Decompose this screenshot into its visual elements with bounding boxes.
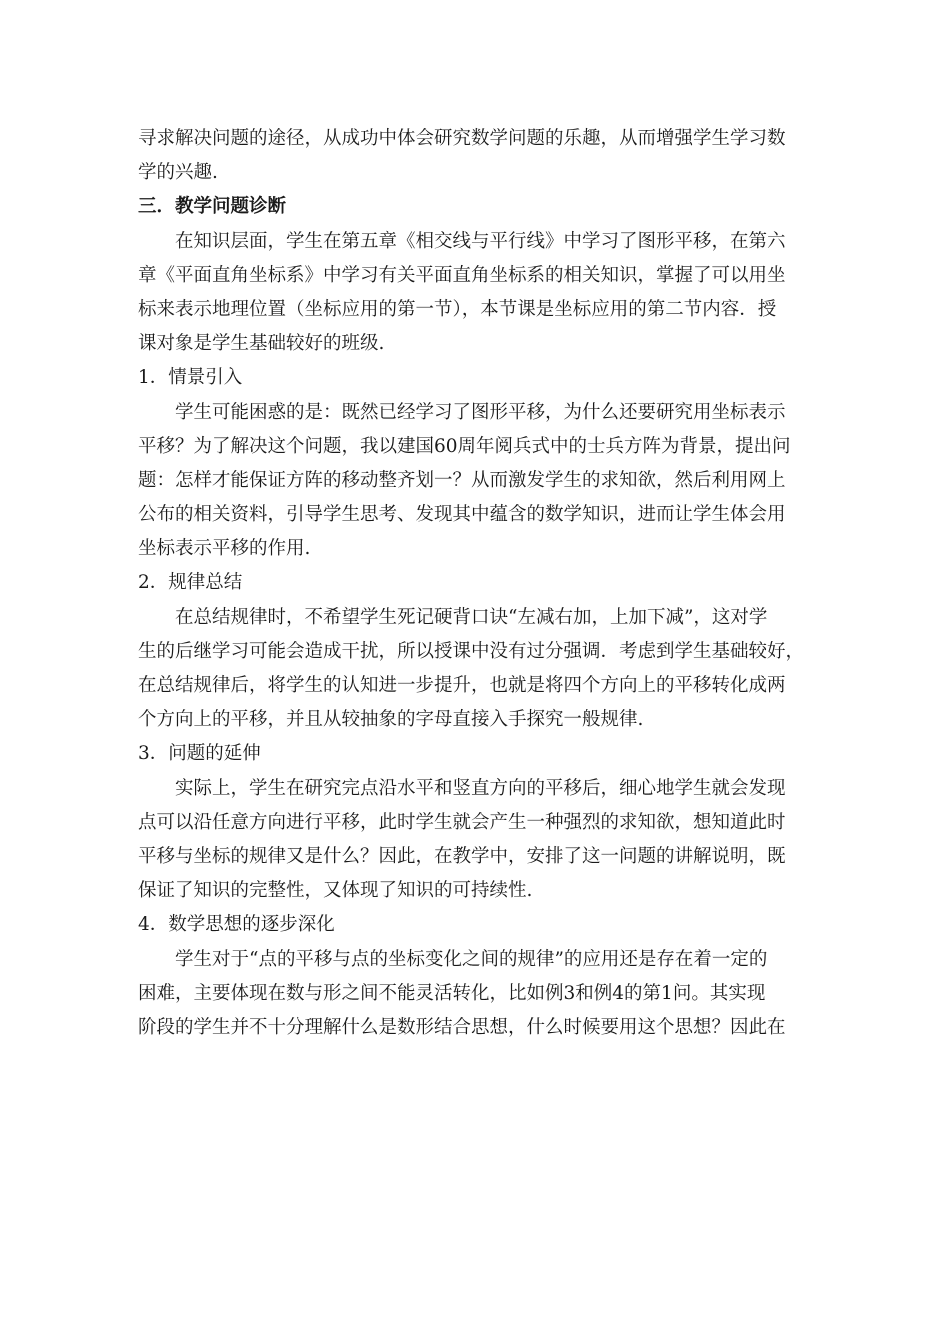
paragraph-line: 生的后继学习可能会造成干扰，所以授课中没有过分强调．考虑到学生基础较好， [138, 640, 805, 662]
paragraph-line: 实际上，学生在研究完点沿水平和竖直方向的平移后，细心地学生就会发现 [175, 777, 786, 799]
paragraph-line: 点可以沿任意方向进行平移，此时学生就会产生一种强烈的求知欲，想知道此时 [138, 811, 786, 833]
paragraph-line: 平移与坐标的规律又是什么？因此，在教学中，安排了这一问题的讲解说明，既 [138, 845, 786, 867]
paragraph-line: 章《平面直角坐标系》中学习有关平面直角坐标系的相关知识，掌握了可以用坐 [138, 264, 786, 286]
paragraph-line: 学的兴趣. [138, 162, 218, 184]
paragraph-line: 寻求解决问题的途径，从成功中体会研究数学问题的乐趣，从而增强学生学习数 [138, 128, 786, 149]
paragraph-line: 学生可能困惑的是：既然已经学习了图形平移，为什么还要研究用坐标表示 [175, 401, 786, 423]
paragraph-line: 在总结规律后，将学生的认知进一步提升，也就是将四个方向上的平移转化成两 [138, 675, 786, 696]
paragraph-line: 在知识层面，学生在第五章《相交线与平行线》中学习了图形平移，在第六 [175, 230, 786, 252]
paragraph-line: 学生对于“点的平移与点的坐标变化之间的规律”的应用还是存在着一定的 [175, 948, 768, 970]
paragraph-line: 课对象是学生基础较好的班级. [138, 333, 385, 355]
paragraph-line: 在总结规律时，不希望学生死记硬背口诀“左减右加，上加下减”，这对学 [175, 606, 768, 628]
paragraph-line: 平移？为了解决这个问题，我以建国60周年阅兵式中的士兵方阵为背景，提出问 [138, 435, 791, 457]
document-body [138, 122, 818, 1045]
subsection-heading: 1．情景引入 [138, 367, 243, 389]
section-heading: 三．教学问题诊断 [138, 196, 287, 218]
subsection-heading: 2．规律总结 [138, 572, 243, 594]
subsection-heading: 4．数学思想的逐步深化 [138, 914, 335, 936]
paragraph-line: 坐标表示平移的作用. [138, 538, 311, 560]
paragraph-line: 困难，主要体现在数与形之间不能灵活转化，比如例3和例4的第1问。其实现 [138, 982, 766, 1004]
paragraph-line: 标来表示地理位置（坐标应用的第一节），本节课是坐标应用的第二节内容．授 [138, 298, 777, 320]
subsection-heading: 3．问题的延伸 [138, 743, 261, 765]
paragraph-line: 公布的相关资料，引导学生思考、发现其中蕴含的数学知识，进而让学生体会用 [138, 504, 786, 526]
paragraph-line: 保证了知识的完整性，又体现了知识的可持续性. [138, 880, 533, 902]
paragraph-line: 个方向上的平移，并且从较抽象的字母直接入手探究一般规律. [138, 709, 644, 731]
paragraph-line: 题：怎样才能保证方阵的移动整齐划一？从而激发学生的求知欲，然后利用网上 [138, 469, 786, 491]
paragraph-line: 阶段的学生并不十分理解什么是数形结合思想，什么时候要用这个思想？因此在 [138, 1016, 786, 1038]
